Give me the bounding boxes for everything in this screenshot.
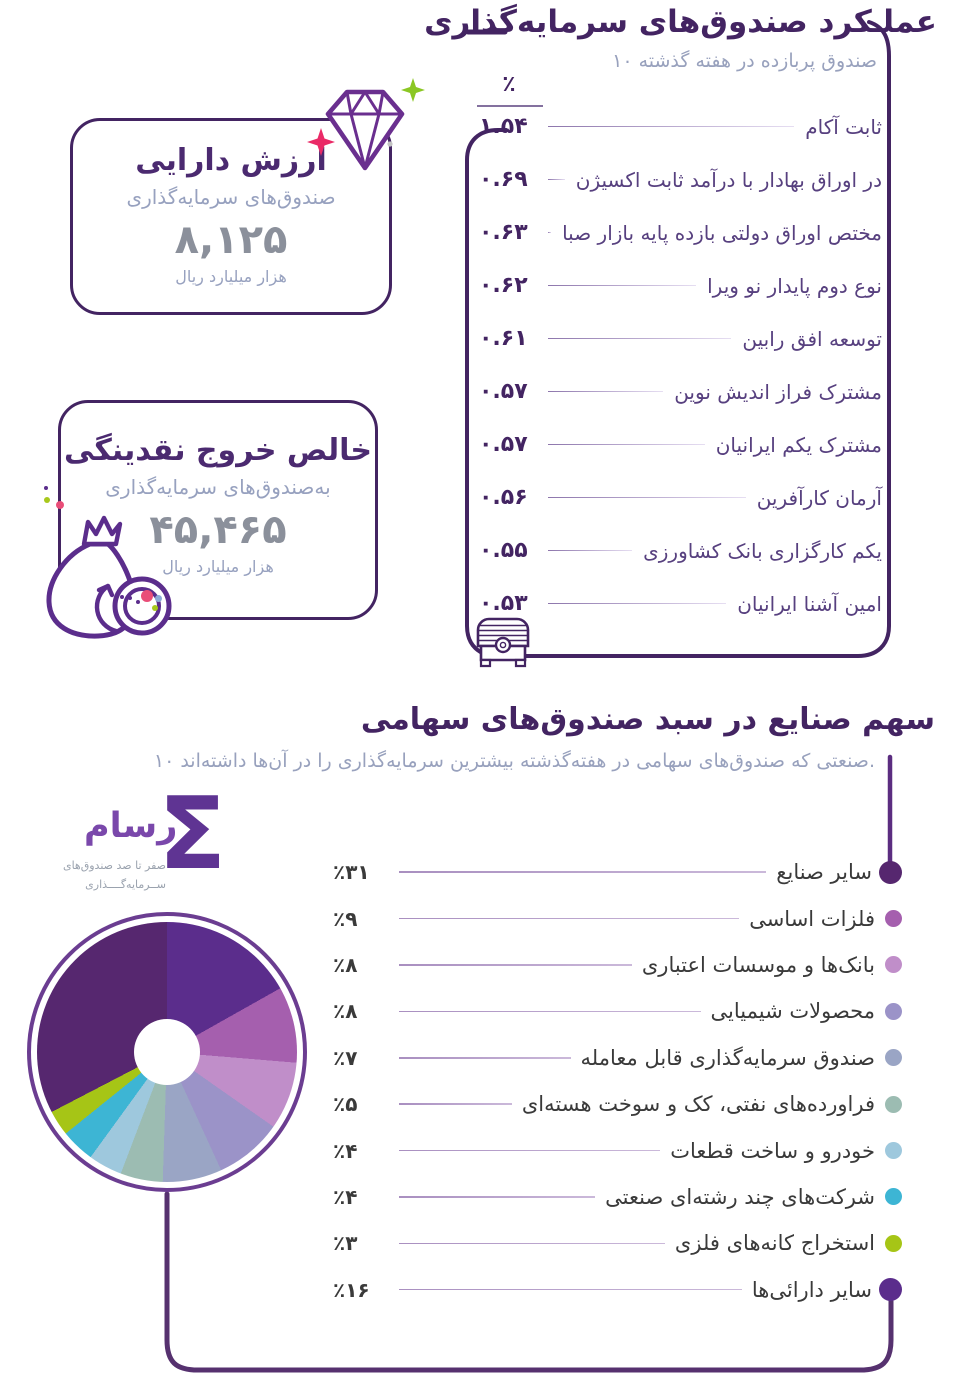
fund-return-value: ۰.۶۱ <box>479 326 528 351</box>
industry-color-dot <box>885 1235 902 1252</box>
industries-section-title: سهم صنایع در سبد صندوق‌های سهامی <box>360 702 935 737</box>
industry-percent: ٪۹ <box>333 906 358 931</box>
industry-rows-list <box>333 849 902 1313</box>
industry-connector-line <box>399 918 739 920</box>
logo-tagline <box>56 856 166 895</box>
fund-row <box>479 153 882 206</box>
funds-panel-title: عملـکرد صندوق‌های سرمایه‌گذاری <box>424 4 937 40</box>
industry-row <box>333 849 902 895</box>
industry-row <box>333 942 902 988</box>
fund-return-value: ۰.۶۳ <box>479 220 528 245</box>
industry-row <box>333 1127 902 1173</box>
industry-color-dot <box>885 1096 902 1113</box>
industry-percent: ٪۴ <box>333 1138 358 1163</box>
fund-return-value: ۰.۶۹ <box>479 167 528 192</box>
industry-color-dot <box>885 1003 902 1020</box>
fund-return-value: ۰.۶۲ <box>479 273 528 298</box>
industry-label: محصولات شیمیایی <box>710 999 875 1024</box>
industry-connector-line <box>399 1150 660 1152</box>
industry-color-dot <box>885 956 902 973</box>
fund-return-value: ۰.۵۶ <box>479 485 528 510</box>
decor-dot-trail-1 <box>120 595 124 599</box>
sparkle-gray-dot <box>387 141 392 146</box>
industry-row <box>333 1035 902 1081</box>
industry-label: فراورده‌های نفتی، کک و سوخت هسته‌ای <box>521 1092 875 1117</box>
industry-percent: ٪۸ <box>333 952 358 977</box>
fund-name: امین آشنا ایرانیان <box>737 591 882 616</box>
fund-name: مشترک یکم ایرانیان <box>715 432 882 457</box>
fund-return-value: ۰.۵۳ <box>479 591 528 616</box>
industry-row <box>333 1220 902 1266</box>
industry-connector-line <box>399 1011 701 1013</box>
fund-row <box>479 365 882 418</box>
industry-label: سایر صنایع <box>776 860 872 885</box>
asset-card-title: ارزش دارایی <box>135 143 327 178</box>
industry-percent: ٪۴ <box>333 1184 358 1209</box>
fund-name: توسعه افق رابین <box>742 326 882 351</box>
decor-dot-trail-2 <box>128 596 132 600</box>
industry-label: سایر دارائی‌ها <box>751 1277 872 1302</box>
fund-connector-line <box>548 338 731 340</box>
industry-connector-line <box>399 964 632 966</box>
industry-row <box>333 1081 902 1127</box>
fund-row <box>479 100 882 153</box>
fund-connector-line <box>548 232 551 234</box>
industry-percent: ٪۸ <box>333 999 358 1024</box>
fund-name: نوع دوم پایدار نو ویرا <box>707 273 882 298</box>
industry-color-dot <box>885 910 902 927</box>
fund-connector-line <box>548 550 632 552</box>
fund-name: یکم کارگزاری بانک کشاورزی <box>643 538 882 563</box>
pie-center-hole <box>134 1019 200 1085</box>
asset-card-value: ۸,۱۲۵ <box>174 217 288 263</box>
fund-connector-line <box>548 444 705 446</box>
industry-label: صندوق سرمایه‌گذاری قابل معامله <box>580 1045 875 1070</box>
fund-connector-line <box>548 126 794 128</box>
asset-card-subtitle: صندوق‌های سرمایه‌گذاری <box>126 185 336 209</box>
industry-row <box>333 895 902 941</box>
sigma-logo-icon: Σ <box>158 775 227 892</box>
money-bag-icon <box>28 490 178 642</box>
diamond-icon <box>300 76 430 180</box>
fund-name: آرمان کارآفرین <box>756 485 882 510</box>
industry-color-dot <box>885 1049 902 1066</box>
liquidity-card-value: ۴۵,۴۶۵ <box>149 507 287 553</box>
industry-label: خودرو و ساخت قطعات <box>670 1138 875 1163</box>
fund-return-value: ۰.۵۷ <box>479 432 528 457</box>
fund-connector-line <box>548 285 696 287</box>
industry-connector-line <box>399 1243 665 1245</box>
fund-return-value: ۱.۵۴ <box>479 114 528 139</box>
fund-connector-line <box>548 391 663 393</box>
asset-card-unit: هزار میلیارد ریال <box>175 267 287 286</box>
industry-label: استخراج کانه‌های فلزی <box>674 1231 875 1256</box>
industry-color-dot <box>879 861 902 884</box>
industry-label: فلزات اساسی <box>749 906 875 931</box>
industry-row <box>333 1267 902 1313</box>
decor-dot-lime-2 <box>152 605 158 611</box>
fund-name: مختص اوراق دولتی بازده پایه بازار صبا <box>562 220 882 245</box>
industry-row <box>333 1174 902 1220</box>
funds-panel-subtitle: ۱۰ صندوق پربازده در هفته گذشته <box>612 50 877 72</box>
industry-color-dot <box>879 1278 902 1301</box>
sparkle-green-icon <box>401 78 425 102</box>
decor-dot-lime <box>44 497 50 503</box>
industry-label: شرکت‌های چند رشته‌ای صنعتی <box>605 1184 875 1209</box>
industry-percent: ٪۱۶ <box>333 1277 370 1302</box>
industries-section-subtitle: ۱۰ صنعتی که صندوق‌های سهامی در هفته‌گذشته بیشترین سرمایه‌گذاری را در آن‌ها داشته‌اند. <box>153 750 875 772</box>
industry-connector-line <box>399 1103 512 1105</box>
decor-dot-pink-big <box>141 590 153 602</box>
fund-row <box>479 418 882 471</box>
logo-tagline-line1: صفر تا صد صندوق‌های <box>62 859 166 872</box>
industry-color-dot <box>885 1188 902 1205</box>
fund-connector-line <box>548 179 565 181</box>
decor-dot-purple <box>44 486 48 490</box>
industry-row <box>333 988 902 1034</box>
fund-row <box>479 206 882 259</box>
sparkle-pink-icon <box>307 128 335 156</box>
industry-connector-line <box>399 1289 742 1291</box>
industry-connector-line <box>399 1196 595 1198</box>
industry-percent: ٪۷ <box>333 1045 358 1070</box>
fund-row <box>479 577 882 630</box>
industries-pie-chart <box>27 912 307 1192</box>
fund-row <box>479 312 882 365</box>
industry-percent: ٪۳۱ <box>333 860 370 885</box>
fund-connector-line <box>548 497 746 499</box>
fund-rows-list <box>479 100 882 630</box>
fund-return-value: ۰.۵۷ <box>479 379 528 404</box>
industry-color-dot <box>885 1142 902 1159</box>
decor-dot-trail-3 <box>136 600 140 604</box>
fund-row <box>479 259 882 312</box>
liquidity-card-title: خالص خروج نقدینگی <box>63 433 372 468</box>
industry-label: بانک‌ها و موسسات اعتباری <box>641 952 875 977</box>
liquidity-card-unit: هزار میلیارد ریال <box>162 557 274 576</box>
industry-percent: ٪۳ <box>333 1231 358 1256</box>
fund-row <box>479 524 882 577</box>
decor-dot-blue <box>155 595 162 602</box>
treasure-chest-icon <box>472 614 534 672</box>
fund-connector-line <box>548 603 726 605</box>
logo-name: رسام <box>84 806 178 846</box>
decor-dot-pink <box>56 501 64 509</box>
fund-name: مشترک فراز اندیش نوین <box>674 379 882 404</box>
percent-column-header: ٪ <box>502 72 516 97</box>
fund-name: ثابت آکام <box>805 114 882 139</box>
industry-connector-line <box>399 871 766 873</box>
fund-name: در اوراق بهادار با درآمد ثابت اکسیژن <box>575 167 882 192</box>
liquidity-card-subtitle: به‌صندوق‌های سرمایه‌گذاری <box>105 475 331 499</box>
industry-percent: ٪۵ <box>333 1092 358 1117</box>
logo-tagline-line2: ســرمایه‌گــــذاری <box>85 878 166 892</box>
fund-return-value: ۰.۵۵ <box>479 538 528 563</box>
industry-connector-line <box>399 1057 571 1059</box>
fund-row <box>479 471 882 524</box>
